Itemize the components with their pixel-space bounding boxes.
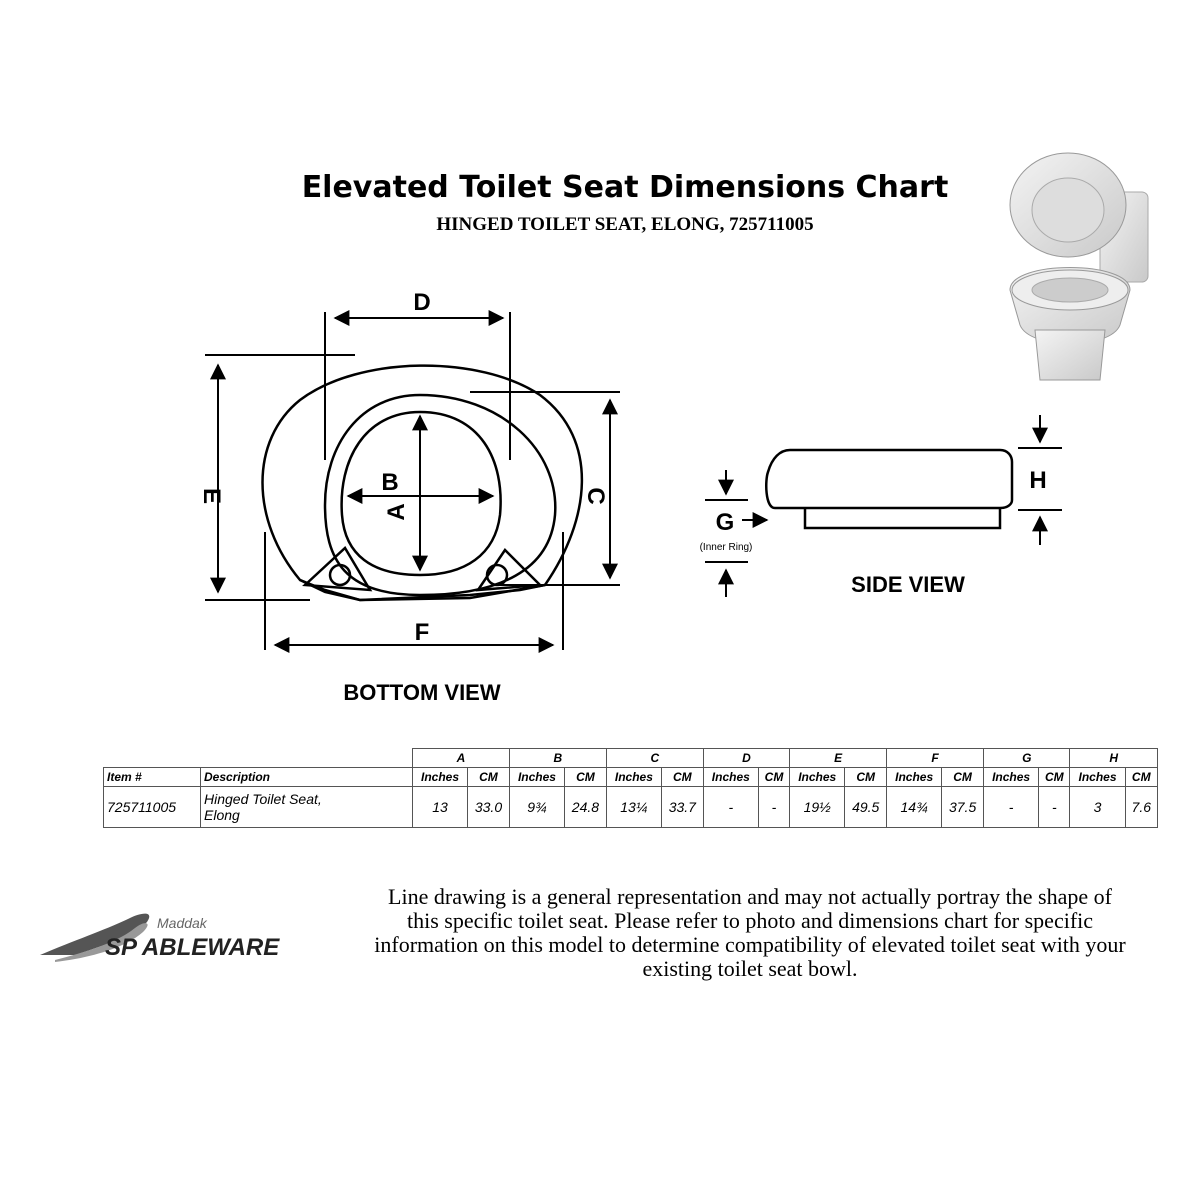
label-b: B bbox=[381, 469, 399, 496]
unit-header: Inches bbox=[984, 768, 1039, 787]
label-d: D bbox=[413, 289, 431, 316]
group-header: E bbox=[790, 749, 887, 768]
value-cell: 24.8 bbox=[564, 787, 606, 828]
label-g: G bbox=[715, 509, 735, 536]
unit-header: CM bbox=[564, 768, 606, 787]
inner-ring-note: (Inner Ring) bbox=[699, 542, 753, 553]
label-c: C bbox=[582, 487, 609, 505]
value-cell: 19½ bbox=[790, 787, 845, 828]
value-cell: 33.0 bbox=[468, 787, 510, 828]
item-number: 725711005 bbox=[104, 787, 201, 828]
chart-subtitle: HINGED TOILET SEAT, ELONG, 725711005 bbox=[436, 214, 814, 235]
group-header: A bbox=[413, 749, 510, 768]
item-description bbox=[201, 787, 413, 828]
unit-header: CM bbox=[661, 768, 703, 787]
value-cell: 3 bbox=[1070, 787, 1125, 828]
label-f: F bbox=[414, 619, 430, 646]
bottom-view-label: BOTTOM VIEW bbox=[343, 680, 501, 705]
table-row bbox=[104, 787, 1158, 828]
item-header: Item # bbox=[104, 768, 201, 787]
ableware-logo bbox=[35, 900, 335, 970]
label-e: E bbox=[198, 487, 225, 505]
unit-header-row bbox=[104, 768, 1158, 787]
group-header: F bbox=[887, 749, 984, 768]
value-cell: 13 bbox=[413, 787, 468, 828]
value-cell: - bbox=[984, 787, 1039, 828]
value-cell: - bbox=[758, 787, 789, 828]
label-h: H bbox=[1029, 467, 1047, 494]
group-header: C bbox=[606, 749, 703, 768]
unit-header: CM bbox=[1125, 768, 1157, 787]
value-cell: 33.7 bbox=[661, 787, 703, 828]
side-view-label: SIDE VIEW bbox=[851, 572, 965, 597]
unit-header: Inches bbox=[413, 768, 468, 787]
dimensions-table bbox=[103, 748, 1158, 828]
value-cell: - bbox=[703, 787, 758, 828]
logo-small-text: Maddak bbox=[157, 915, 207, 931]
value-cell: - bbox=[1039, 787, 1070, 828]
group-header: B bbox=[509, 749, 606, 768]
unit-header: CM bbox=[758, 768, 789, 787]
unit-header: CM bbox=[942, 768, 984, 787]
unit-header: CM bbox=[1039, 768, 1070, 787]
description-line: Elong bbox=[204, 807, 240, 823]
value-cell: 37.5 bbox=[942, 787, 984, 828]
disclaimer-note: Line drawing is a general representation and may not actually portray the shape of this specific toilet seat. Please refer to photo and dimensions chart for specific information on this model to determine compatibility of elevated toilet seat with your existing toilet seat bowl. bbox=[374, 884, 1126, 981]
description-line: Hinged Toilet Seat, bbox=[204, 791, 322, 807]
value-cell: 49.5 bbox=[845, 787, 887, 828]
value-cell: 13¼ bbox=[606, 787, 661, 828]
chart-title: Elevated Toilet Seat Dimensions Chart bbox=[301, 170, 949, 205]
group-header-row bbox=[104, 749, 1158, 768]
unit-header: Inches bbox=[790, 768, 845, 787]
unit-header: Inches bbox=[606, 768, 661, 787]
unit-header: Inches bbox=[509, 768, 564, 787]
unit-header: CM bbox=[845, 768, 887, 787]
unit-header: CM bbox=[468, 768, 510, 787]
label-a: A bbox=[383, 503, 410, 521]
unit-header: Inches bbox=[1070, 768, 1125, 787]
group-header: D bbox=[703, 749, 789, 768]
group-header: G bbox=[984, 749, 1070, 768]
group-header: H bbox=[1070, 749, 1158, 768]
description-header: Description bbox=[201, 768, 413, 787]
unit-header: Inches bbox=[887, 768, 942, 787]
value-cell: 14¾ bbox=[887, 787, 942, 828]
value-cell: 7.6 bbox=[1125, 787, 1157, 828]
value-cell: 9¾ bbox=[509, 787, 564, 828]
logo-main-text: SP ABLEWARE bbox=[105, 934, 280, 961]
unit-header: Inches bbox=[703, 768, 758, 787]
